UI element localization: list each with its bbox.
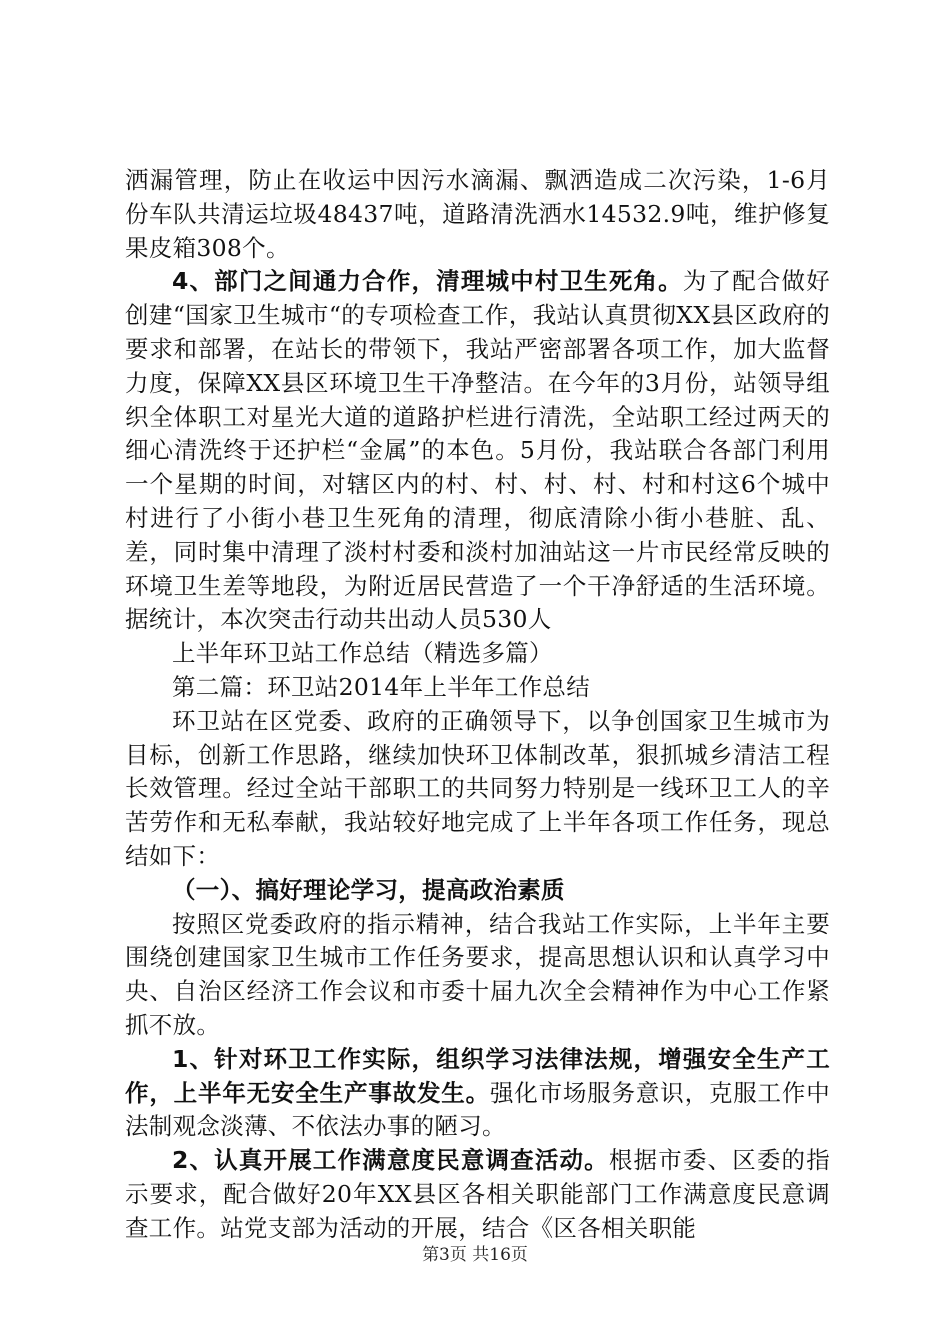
paragraph-body: 强化市场服务意识，克服工作中法制观念淡薄、不依法办事的陋习。 xyxy=(125,1078,831,1141)
paragraph-body: 根据市委、区委的指示要求，配合做好20年XX县区各相关职能部门工作满意度民意调查工作。站党支部为活动的开展，结合《区各相关职能 xyxy=(125,1146,830,1242)
paragraph-lead: 1、针对环卫工作实际，组织学习法律法规，增强安全生产工作，上半年无安全生产事故发生。 xyxy=(125,1044,830,1107)
paragraph-lead: 2、认真开展工作满意度民意调查活动。 xyxy=(172,1146,609,1175)
paragraph-safety xyxy=(125,1043,830,1144)
paragraph-cooperation xyxy=(125,265,830,637)
section-title: 第二篇：环卫站2014年上半年工作总结 xyxy=(172,672,591,701)
section-heading-theory-study: （一）、搞好理论学习，提高政治素质 xyxy=(172,875,565,904)
document-title: 上半年环卫站工作总结（精选多篇） xyxy=(172,639,553,668)
paragraph-sprinkle-management: 洒漏管理，防止在收运中因污水滴漏、飘洒造成二次污染，1-6月份车队共清运垃圾48437吨，道路清洗洒水14532.9吨，维护修复果皮箱308个。 xyxy=(125,166,830,262)
paragraph-survey xyxy=(125,1144,830,1245)
paragraph-intro: 环卫站在区党委、政府的正确领导下，以争创国家卫生城市为目标，创新工作思路，继续加快环卫体制改革，狠抓城乡清洁工程长效管理。经过全站干部职工的共同努力特别是一线环卫工人的辛苦劳作和无私奉献，我站较好地完成了上半年各项工作任务，现总结如下： xyxy=(125,706,830,870)
paragraph-study: 按照区党委政府的指示精神，结合我站工作实际，上半年主要围绕创建国家卫生城市工作任务要求，提高思想认识和认真学习中央、自治区经济工作会议和市委十届九次全会精神作为中心工作紧抓不放。 xyxy=(125,909,830,1039)
document-body xyxy=(125,164,830,1246)
page-footer: 第3页 共16页 xyxy=(422,1245,528,1265)
paragraph-lead: 4、部门之间通力合作，清理城中村卫生死角。 xyxy=(172,267,683,296)
paragraph-body: 为了配合做好创建“国家卫生城市“的专项检查工作，我站认真贯彻XX县区政府的要求和部署，在站长的带领下，我站严密部署各项工作，加大监督力度，保障XX县区环境卫生干净整洁。在今年的3月份，站领导组织全体职工对星光大道的道路护栏进行清洗，全站职工经过两天的细心清洗终于还护栏“金属”的本色。5月份，我站联合各部门利用一个星期的时间，对辖区内的村、村、村、村、村和村这6个城中村进行了小街小巷卫生死角的清理，彻底清除小街小巷脏、乱、差，同时集中清理了淡村村委和淡村加油站这一片市民经常反映的环境卫生差等地段，为附近居民营造了一个干净舒适的生活环境。据统计，本次突击行动共出动人员530人 xyxy=(125,267,830,634)
